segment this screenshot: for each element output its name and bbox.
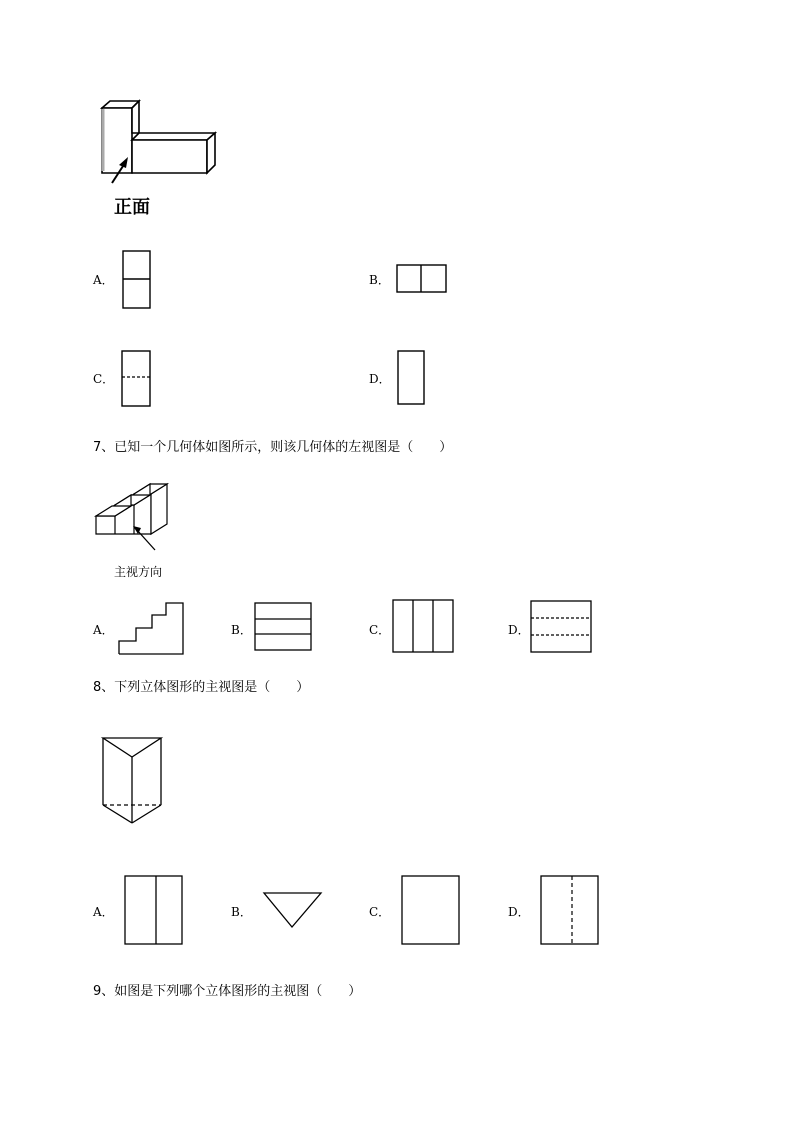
q8-option-d-label[interactable]: D． (508, 905, 530, 919)
q7-option-b-figure[interactable] (254, 602, 312, 652)
q6-option-a-figure[interactable] (122, 250, 152, 310)
q8-option-a-figure[interactable] (124, 875, 184, 946)
q7-option-a-figure[interactable] (118, 602, 186, 657)
q6-l-shaped-solid-figure (95, 95, 225, 185)
q8-option-d-figure[interactable] (540, 875, 600, 946)
q6-option-a-label[interactable]: A． (93, 273, 114, 287)
q7-option-d-figure[interactable] (530, 600, 593, 654)
q7-staircase-solid-figure (93, 478, 173, 553)
q6-figure-caption: 正面 (114, 197, 150, 218)
q7-option-d-label[interactable]: D． (508, 623, 530, 637)
q7-figure-caption: 主视方向 (114, 565, 163, 579)
q7-option-b-label[interactable]: B． (231, 623, 252, 637)
q8-option-c-label[interactable]: C． (369, 905, 391, 919)
q9-question-text: 9、如图是下列哪个立体图形的主视图（ ） (93, 984, 362, 999)
q8-option-a-label[interactable]: A． (93, 905, 114, 919)
q8-option-b-label[interactable]: B． (231, 905, 252, 919)
q6-option-d-figure[interactable] (397, 350, 425, 406)
q7-option-c-figure[interactable] (392, 599, 455, 654)
q6-option-b-figure[interactable] (396, 264, 448, 294)
q6-option-d-label[interactable]: D． (369, 372, 391, 386)
q7-option-c-label[interactable]: C． (369, 623, 391, 637)
q7-question-text: 7、已知一个几何体如图所示，则该几何体的左视图是（ ） (93, 440, 453, 455)
q8-question-text: 8、下列立体图形的主视图是（ ） (93, 680, 310, 695)
q7-option-a-label[interactable]: A． (93, 623, 114, 637)
q8-option-b-figure[interactable] (263, 891, 323, 929)
q6-option-c-figure[interactable] (121, 350, 151, 408)
q8-option-c-figure[interactable] (401, 875, 461, 946)
q6-option-b-label[interactable]: B． (369, 273, 390, 287)
q6-option-c-label[interactable]: C． (93, 372, 115, 386)
q8-triangular-prism-figure (100, 735, 166, 825)
